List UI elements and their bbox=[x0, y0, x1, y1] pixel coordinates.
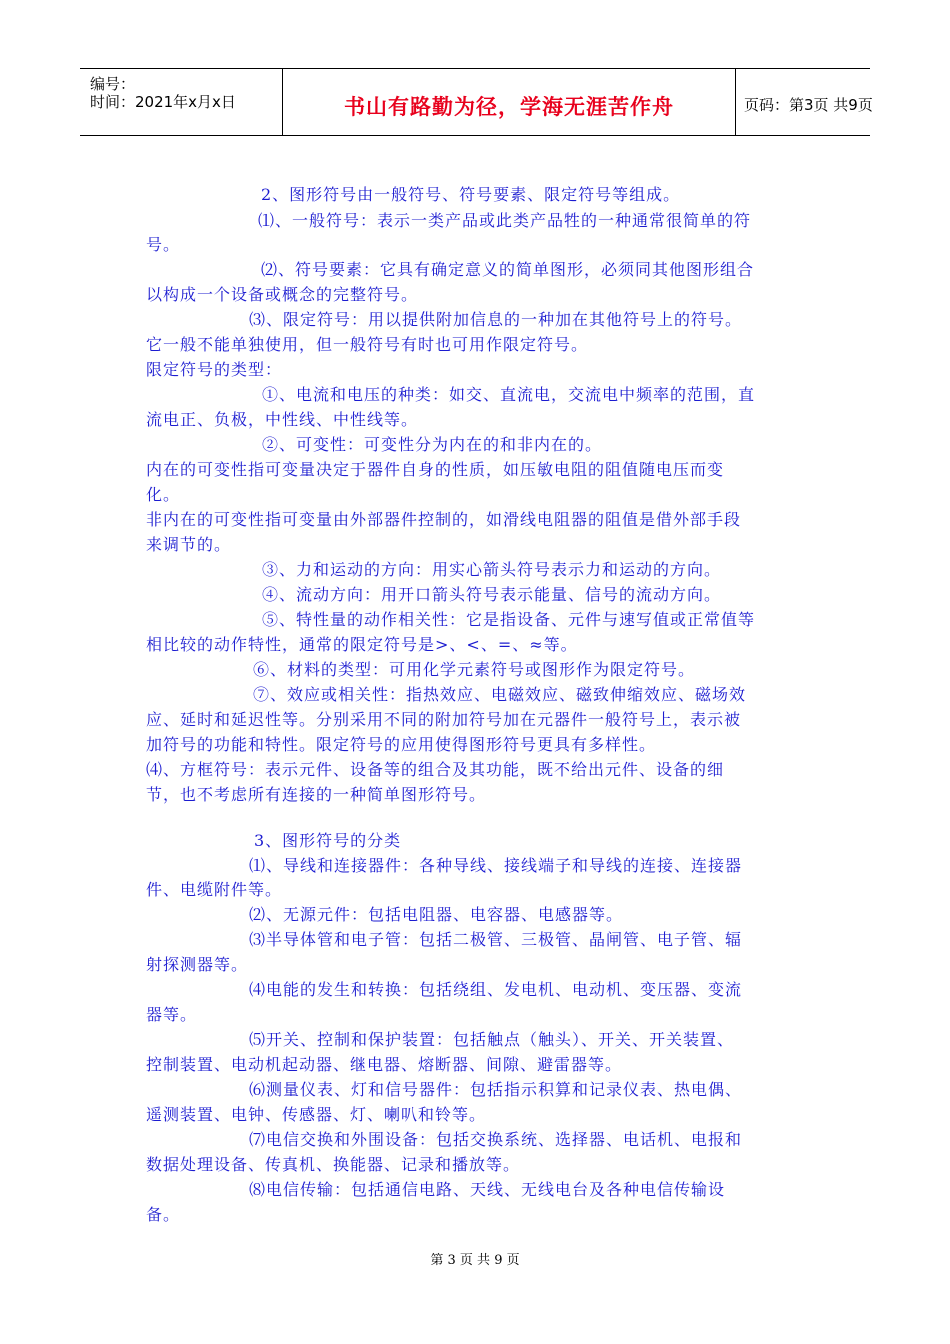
body-line: ⑦、效应或相关性：指热效应、电磁效应、磁致伸缩效应、磁场效 bbox=[253, 685, 747, 704]
body-line: 节，也不考虑所有连接的一种简单图形符号。 bbox=[146, 785, 487, 804]
header-info-cell bbox=[80, 69, 282, 135]
body-line: 内在的可变性指可变量决定于器件自身的性质，如压敏电阻的阻值随电压而变 bbox=[146, 460, 725, 479]
body-line: 应、延时和延迟性等。分别采用不同的附加符号加在元器件一般符号上，表示被 bbox=[146, 710, 742, 729]
body-line: 相比较的动作特性，通常的限定符号是>、<、=、≈等。 bbox=[146, 635, 578, 654]
header-motto: 书山有路勤为径，学海无涯苦作舟 bbox=[344, 95, 674, 119]
body-line: ⑥、材料的类型：可用化学元素符号或图形作为限定符号。 bbox=[253, 660, 696, 679]
document-number-label: 编号： bbox=[90, 75, 136, 93]
body-line: ⑷电能的发生和转换：包括绕组、发电机、电动机、变压器、变流 bbox=[249, 980, 743, 999]
body-line: ⑴、一般符号：表示一类产品或此类产品牲的一种通常很简单的符 bbox=[258, 211, 752, 230]
body-line: ⑹测量仪表、灯和信号器件：包括指示积算和记录仪表、热电偶、 bbox=[249, 1080, 743, 1099]
header-page-cell bbox=[736, 69, 873, 135]
body-line: ②、可变性：可变性分为内在的和非内在的。 bbox=[262, 435, 603, 454]
page-header bbox=[80, 68, 873, 136]
body-line: 备。 bbox=[146, 1205, 181, 1224]
body-line: 数据处理设备、传真机、换能器、记录和播放等。 bbox=[146, 1155, 521, 1174]
body-line: 件、电缆附件等。 bbox=[146, 880, 283, 899]
body-line: ⑺电信交换和外围设备：包括交换系统、选择器、电话机、电报和 bbox=[249, 1130, 743, 1149]
body-line: ⑤、特性量的动作相关性：它是指设备、元件与速写值或正常值等 bbox=[262, 610, 756, 629]
body-line: 限定符号的类型： bbox=[146, 360, 283, 379]
body-line: 来调节的。 bbox=[146, 535, 232, 554]
body-line: 2、图形符号由一般符号、符号要素、限定符号等组成。 bbox=[261, 185, 681, 204]
page-footer: 第 3 页 共 9 页 bbox=[430, 1253, 520, 1268]
body-line: ④、流动方向：用开口箭头符号表示能量、信号的流动方向。 bbox=[262, 585, 722, 604]
body-line: 加符号的功能和特性。限定符号的应用使得图形符号更具有多样性。 bbox=[146, 735, 657, 754]
body-line: 控制装置、电动机起动器、继电器、熔断器、间隙、避雷器等。 bbox=[146, 1055, 623, 1074]
body-line: 3、图形符号的分类 bbox=[254, 831, 402, 850]
body-line: 射探测器等。 bbox=[146, 955, 249, 974]
body-line: ⑶、限定符号：用以提供附加信息的一种加在其他符号上的符号。 bbox=[249, 310, 743, 329]
body-line: ⑸开关、控制和保护装置：包括触点（触头）、开关、开关装置、 bbox=[249, 1030, 735, 1049]
body-line: 它一般不能单独使用，但一般符号有时也可用作限定符号。 bbox=[146, 335, 589, 354]
body-line: ①、电流和电压的种类：如交、直流电，交流电中频率的范围，直 bbox=[262, 385, 756, 404]
body-line: 号。 bbox=[146, 235, 181, 254]
body-line: 遥测装置、电钟、传感器、灯、喇叭和铃等。 bbox=[146, 1105, 487, 1124]
document-time-label: 时间：2021年x月x日 bbox=[90, 93, 236, 111]
body-line: ⑻电信传输：包括通信电路、天线、无线电台及各种电信传输设 bbox=[249, 1180, 726, 1199]
header-motto-cell bbox=[282, 69, 736, 135]
body-line: ⑵、无源元件：包括电阻器、电容器、电感器等。 bbox=[249, 905, 624, 924]
body-line: 化。 bbox=[146, 485, 181, 504]
header-page-number: 页码：第3页 共9页 bbox=[744, 96, 873, 114]
body-line: ⑷、方框符号：表示元件、设备等的组合及其功能，既不给出元件、设备的细 bbox=[146, 760, 725, 779]
body-line: ③、力和运动的方向：用实心箭头符号表示力和运动的方向。 bbox=[262, 560, 722, 579]
body-line: 非内在的可变性指可变量由外部器件控制的，如滑线电阻器的阻值是借外部手段 bbox=[146, 510, 742, 529]
body-line: ⑵、符号要素：它具有确定意义的简单图形，必须同其他图形组合 bbox=[261, 260, 755, 279]
body-line: 流电正、负极，中性线、中性线等。 bbox=[146, 410, 419, 429]
body-line: ⑶半导体管和电子管：包括二极管、三极管、晶闸管、电子管、辐 bbox=[249, 930, 743, 949]
body-line: 器等。 bbox=[146, 1005, 198, 1024]
body-line: ⑴、导线和连接器件：各种导线、接线端子和导线的连接、连接器 bbox=[249, 856, 743, 875]
body-line: 以构成一个设备或概念的完整符号。 bbox=[146, 285, 419, 304]
